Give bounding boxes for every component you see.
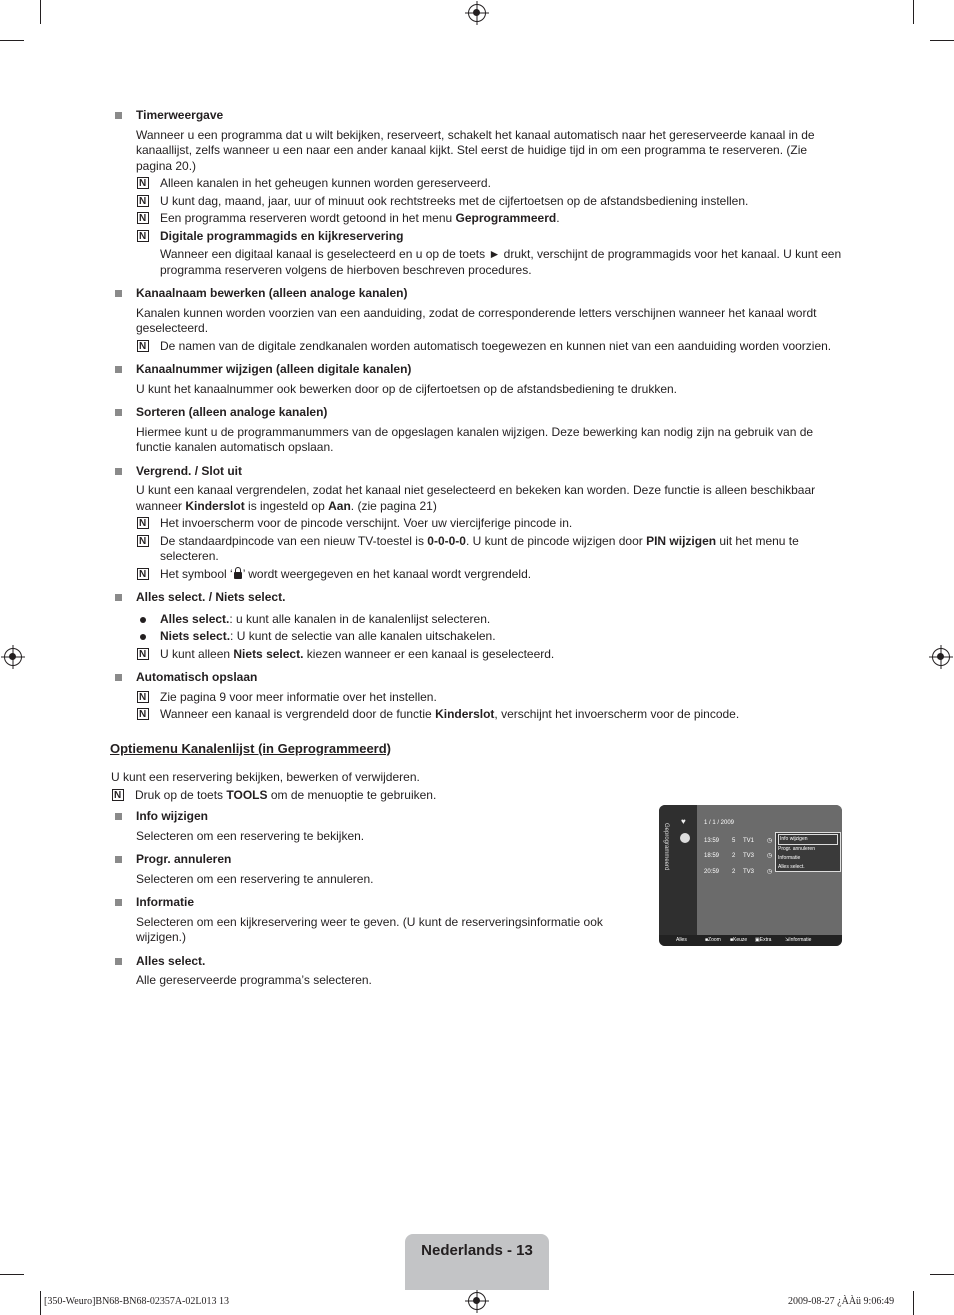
tv-screenshot — [659, 805, 842, 946]
note-icon — [137, 648, 149, 660]
note: N Het invoerscherm voor de pincode verschijnt. Voer uw viercijferige pincode in. — [136, 516, 846, 532]
paragraph: Wanneer u een programma dat u wilt bekijken, reserveert, schakelt het kanaal automatisch naar het gereserveerde kanaal in de kanaallijst, zelfs wanneer u een naar een ander kanaal kijkt. Stel eerst de huidige tijd in om een programma te reserveren. (Zie pagina 20.) — [136, 127, 815, 173]
crop-mark — [40, 1291, 41, 1315]
square-bullet-icon — [115, 468, 122, 475]
tv-tools-menu — [775, 832, 841, 872]
section-kanaalnaam — [111, 286, 846, 354]
square-bullet-icon — [115, 290, 122, 297]
tv-vertical-label: Geprogrammeerd — [663, 823, 669, 871]
note: N Het symbool ‘ ’ wordt weergegeven en het kanaal wordt vergrendeld. — [136, 567, 846, 583]
note: N Wanneer een kanaal is vergrendeld door de functie Kinderslot, verschijnt het invoerscherm voor de pincode. — [136, 707, 846, 723]
section-title: Alles select. / Niets select. — [136, 590, 286, 604]
clock-icon: ◷ — [767, 838, 773, 844]
note-icon — [112, 789, 124, 801]
note: N Druk op de toets TOOLS om de menuoptie te gebruiken. — [111, 788, 846, 804]
note-icon — [137, 340, 149, 352]
tv-sidebar — [659, 805, 697, 935]
option-item — [111, 809, 611, 844]
section-alles-select — [111, 590, 846, 662]
note: N Digitale programmagids en kijkreservering Wanneer een digitaal kanaal is geselecteerd en u op de toets ► drukt, verschijnt de programmagids voor het kanaal. U kunt een programma reserveren volgens de hierboven beschreven procedures. — [136, 229, 846, 279]
square-bullet-icon — [115, 856, 122, 863]
note: N U kunt dag, maand, jaar, uur of minuut ook rechtstreeks met de cijfertoetsen op de afstandsbediening instellen. — [136, 194, 846, 210]
footer-timestamp: 2009-08-27 ¿ÀÀü 9:06:49 — [788, 1296, 895, 1307]
section-title: Automatisch opslaan — [136, 670, 258, 684]
square-bullet-icon — [115, 674, 122, 681]
clock-icon — [680, 833, 690, 843]
note-icon — [137, 535, 149, 547]
tv-bar-item: ▣ Extra — [755, 937, 772, 943]
tv-bar-item: ⇲ Informatie — [785, 937, 812, 943]
crop-mark — [930, 1274, 954, 1275]
option-list — [111, 809, 611, 989]
note-icon — [137, 708, 149, 720]
note: N De standaardpincode van een nieuw TV-toestel is 0-0-0-0. U kunt de pincode wijzigen door PIN wijzigen uit het menu te selecteren. — [136, 534, 846, 565]
tv-bar-item: ■ Keuze — [730, 937, 748, 943]
clock-icon: ◷ — [767, 869, 773, 875]
clock-icon: ◷ — [767, 853, 773, 859]
option-title: Progr. annuleren — [136, 852, 232, 866]
note-icon — [137, 230, 149, 242]
square-bullet-icon — [115, 594, 122, 601]
square-bullet-icon — [115, 366, 122, 373]
section-title: Kanaalnaam bewerken (alleen analoge kanalen) — [136, 286, 408, 300]
tv-schedule-row: 18:59 2 TV3 ◷ — [704, 853, 773, 859]
registration-mark-icon — [932, 648, 950, 666]
tv-menu-item[interactable]: Informatie — [778, 855, 801, 861]
note-icon — [137, 195, 149, 207]
section-timerweergave — [111, 108, 846, 278]
paragraph: U kunt het kanaalnummer ook bewerken door op de cijfertoetsen op de afstandsbediening te drukken. — [136, 381, 678, 396]
paragraph: U kunt een kanaal vergrendelen, zodat het kanaal niet geselecteerd en bekeken kan worden. Deze functie is alleen beschikbaar wanneer Kinderslot is ingesteld op Aan. (zie pagina 21) — [136, 483, 816, 513]
page-label: Nederlands - 13 — [421, 1242, 533, 1259]
note-icon — [137, 212, 149, 224]
note-icon — [137, 691, 149, 703]
section-title: Kanaalnummer wijzigen (alleen digitale kanalen) — [136, 362, 412, 376]
tv-date: 1 / 1 / 2009 — [704, 820, 735, 826]
section-kanaalnummer — [111, 362, 846, 397]
tv-bar-item: ■ Zoom — [705, 937, 721, 943]
crop-mark — [913, 1291, 914, 1315]
option-text: Selecteren om een kijkreservering weer te geven. (U kunt de reserveringsinformatie ook wijzigen.) — [136, 914, 603, 944]
tv-bottom-bar — [659, 935, 842, 946]
tv-bar-item: Alles — [676, 937, 687, 943]
registration-mark-icon — [468, 1292, 486, 1310]
page-number-tab — [405, 1234, 549, 1290]
note-icon — [137, 517, 149, 529]
square-bullet-icon — [115, 112, 122, 119]
option-item — [111, 852, 611, 887]
tv-menu-item[interactable]: Alles select. — [778, 864, 805, 870]
crop-mark — [0, 40, 24, 41]
section-title: Timerweergave — [136, 108, 224, 122]
registration-mark-icon — [468, 4, 486, 22]
section-title: Vergrend. / Slot uit — [136, 463, 243, 478]
option-item — [111, 954, 611, 989]
paragraph: Hiermee kunt u de programmanummers van de opgeslagen kanalen wijzigen. Deze bewerking kan nodig zijn na gebruik van de functie kanalen automatisch opslaan. — [136, 424, 814, 454]
section-sorteren — [111, 405, 846, 456]
registration-mark-icon — [4, 648, 22, 666]
crop-mark — [913, 0, 914, 24]
section-title: Sorteren (alleen analoge kanalen) — [136, 405, 328, 419]
intro-text: U kunt een reservering bekijken, bewerken of verwijderen. — [111, 770, 420, 784]
note: N Een programma reserveren wordt getoond in het menu Geprogrammeerd. — [136, 211, 846, 227]
lock-icon — [234, 572, 242, 579]
note: N Zie pagina 9 voor meer informatie over het instellen. — [136, 690, 846, 706]
note: N U kunt alleen Niets select. kiezen wanneer er een kanaal is geselecteerd. — [136, 647, 846, 663]
footer-file-info: [350-Weuro]BN68-BN68-02357A-02L013 13 — [44, 1296, 229, 1307]
note-icon — [137, 177, 149, 189]
crop-mark — [40, 0, 41, 24]
option-text: Selecteren om een reservering te bekijken. — [136, 828, 365, 843]
section-vergrend — [111, 464, 846, 583]
tv-menu-item-selected[interactable]: Info wijzigen — [778, 834, 838, 845]
section-heading: Optiemenu Kanalenlijst (in Geprogrammeerd) — [110, 740, 391, 756]
section-automatisch-opslaan — [111, 670, 846, 723]
bullet-icon — [140, 634, 146, 640]
tv-menu-item[interactable]: Progr. annuleren — [778, 846, 815, 852]
square-bullet-icon — [115, 813, 122, 820]
list-item: Niets select.: U kunt de selectie van alle kanalen uitschakelen. — [136, 629, 846, 645]
square-bullet-icon — [115, 409, 122, 416]
crop-mark — [930, 40, 954, 41]
note: N De namen van de digitale zendkanalen worden automatisch toegewezen en kunnen niet van een aanduiding worden voorzien. — [136, 339, 846, 355]
tv-schedule-row: 13:59 5 TV1 ◷ — [704, 838, 773, 844]
note-icon — [137, 568, 149, 580]
note: N Alleen kanalen in het geheugen kunnen worden gereserveerd. — [136, 176, 846, 192]
paragraph: Kanalen kunnen worden voorzien van een aanduiding, zodat de corresponderende letters verschijnen wanneer het kanaal wordt geselecteerd. — [136, 305, 817, 335]
list-item: Alles select.: u kunt alle kanalen in de kanalenlijst selecteren. — [136, 612, 846, 628]
option-title: Info wijzigen — [136, 809, 208, 823]
option-item — [111, 895, 611, 946]
square-bullet-icon — [115, 958, 122, 965]
crop-mark — [0, 1274, 24, 1275]
bullet-icon — [140, 617, 146, 623]
option-text: Alle gereserveerde programma’s selecteren. — [136, 973, 372, 987]
heart-icon: ♥ — [681, 817, 686, 826]
option-text: Selecteren om een reservering te annuleren. — [136, 871, 374, 886]
tv-schedule-row: 20:59 2 TV3 ◷ — [704, 869, 773, 875]
note-paragraph: Wanneer een digitaal kanaal is geselecteerd en u op de toets ► drukt, verschijnt de programmagids voor het kanaal. U kunt een programma reserveren volgens de hierboven beschreven procedures. — [160, 247, 842, 277]
option-title: Alles select. — [136, 953, 206, 968]
square-bullet-icon — [115, 899, 122, 906]
option-title: Informatie — [136, 895, 195, 909]
